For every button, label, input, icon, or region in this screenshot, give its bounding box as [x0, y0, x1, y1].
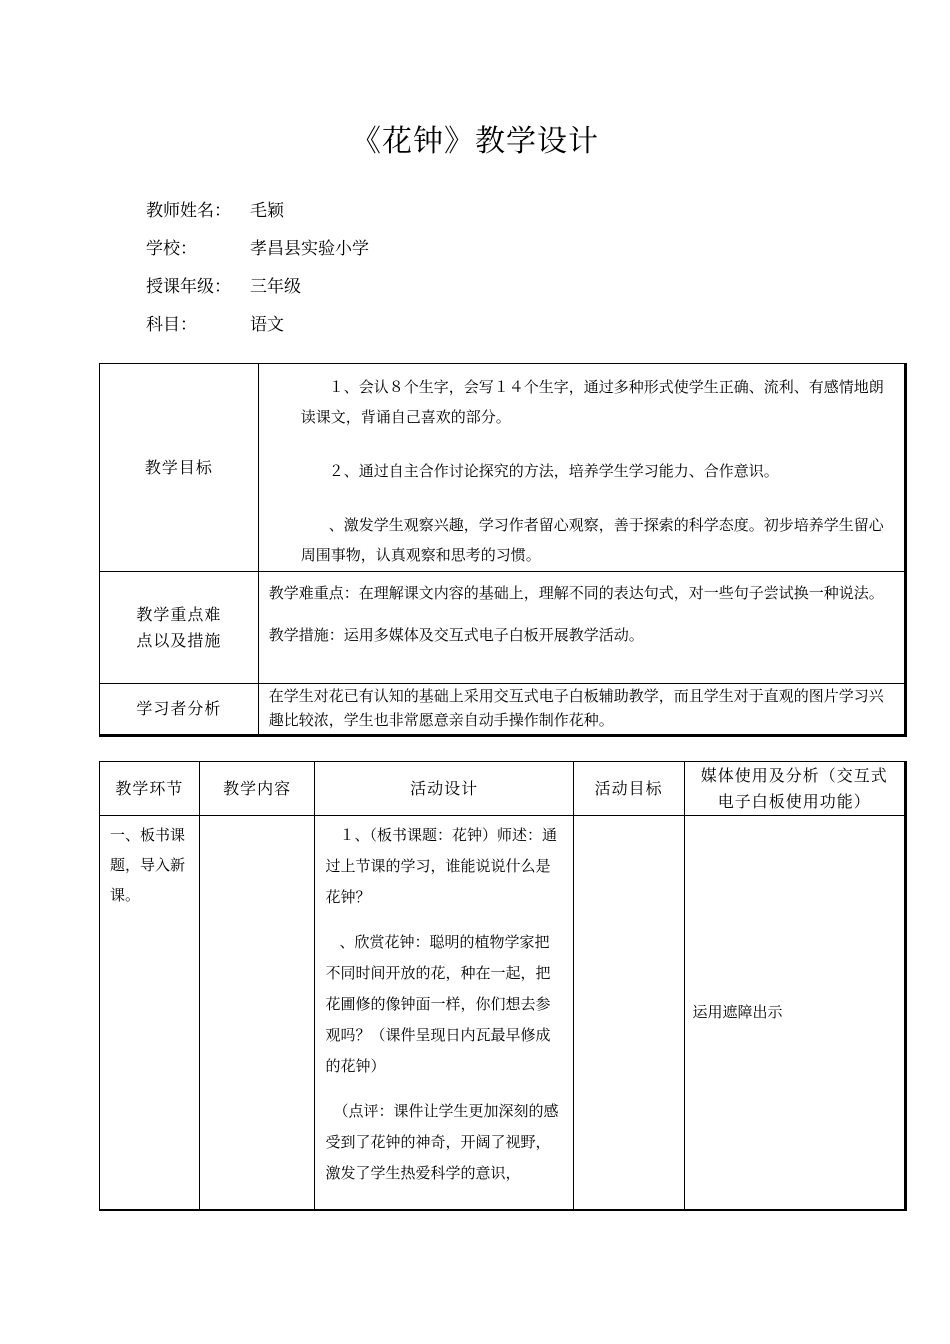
content-cell [199, 816, 315, 1210]
table-row [100, 364, 906, 572]
key-points-label [100, 572, 259, 684]
table-row [100, 572, 906, 684]
learner-label: 学习者分析 [100, 684, 259, 736]
key-points-cell [258, 572, 905, 684]
key-difficulty: 教学难重点：在理解课文内容的基础上，理解不同的表达句式，对一些句子尝试换一种说法。 [268, 584, 884, 602]
info-label: 科目： [146, 315, 197, 335]
key-measures: 教学措施：运用多媒体及交互式电子白板开展教学活动。 [268, 626, 644, 644]
info-value: 三年级 [250, 277, 301, 297]
design-comment: （点评：课件让学生更加深刻的感受到了花钟的神奇，开阔了视野，激发了学生热爱科学的意识， [325, 1102, 559, 1182]
header-media: 媒体使用及分析（交互式电子白板使用功能） [684, 762, 905, 816]
design-step-2: 、欣赏花钟：聪明的植物学家把不同时间开放的花，种在一起，把花圃修的像钟面一样，你们想去参观吗？（课件呈现日内瓦最早修成的花钟） [325, 933, 551, 1075]
header-stage: 教学环节 [100, 762, 200, 816]
goals-cell [258, 364, 905, 572]
media-cell: 运用遮障出示 [684, 816, 905, 1210]
overview-table [99, 363, 907, 737]
goal-3: 、激发学生观察兴趣，学习作者留心观察，善于探索的科学态度。初步培养学生留心周围事物，认真观察和思考的习惯。 [300, 516, 884, 564]
table-row [100, 684, 906, 736]
goal-2: ２、通过自主合作讨论探究的方法，培养学生学习能力、合作意识。 [328, 462, 779, 480]
document-title: 《花钟》教学设计 [351, 124, 599, 159]
table-header-row [100, 762, 906, 816]
process-table [99, 761, 907, 1211]
info-school [146, 234, 369, 259]
goals-label: 教学目标 [100, 364, 259, 572]
stage-cell: 一、板书课题，导入新课。 [100, 816, 200, 1210]
header-goal: 活动目标 [573, 762, 684, 816]
info-label: 教师姓名： [146, 201, 231, 221]
header-design: 活动设计 [315, 762, 573, 816]
info-label: 学校： [146, 239, 197, 259]
goal-1: １、会认８个生字，会写１４个生字，通过多种形式使学生正确、流利、有感情地朗读课文，背诵自己喜欢的部分。 [300, 378, 884, 426]
design-cell [315, 816, 573, 1210]
learner-cell: 在学生对花已有认知的基础上采用交互式电子白板辅助教学，而且学生对于直观的图片学习兴趣比较浓，学生也非常愿意亲自动手操作制作花种。 [258, 684, 905, 736]
key-points-label-text: 教学重点难点以及措施 [136, 604, 222, 650]
header-content: 教学内容 [199, 762, 315, 816]
info-value: 孝昌县实验小学 [250, 239, 369, 259]
info-grade [146, 272, 301, 297]
info-value: 毛颖 [250, 201, 284, 221]
info-label: 授课年级： [146, 277, 231, 297]
table-row [100, 816, 906, 1210]
design-step-1: １、（板书课题：花钟）师述：通过上节课的学习，谁能说说什么是花钟？ [325, 826, 557, 906]
info-teacher [146, 196, 284, 221]
goal-cell [573, 816, 684, 1210]
info-subject [146, 310, 284, 335]
info-value: 语文 [250, 315, 284, 335]
